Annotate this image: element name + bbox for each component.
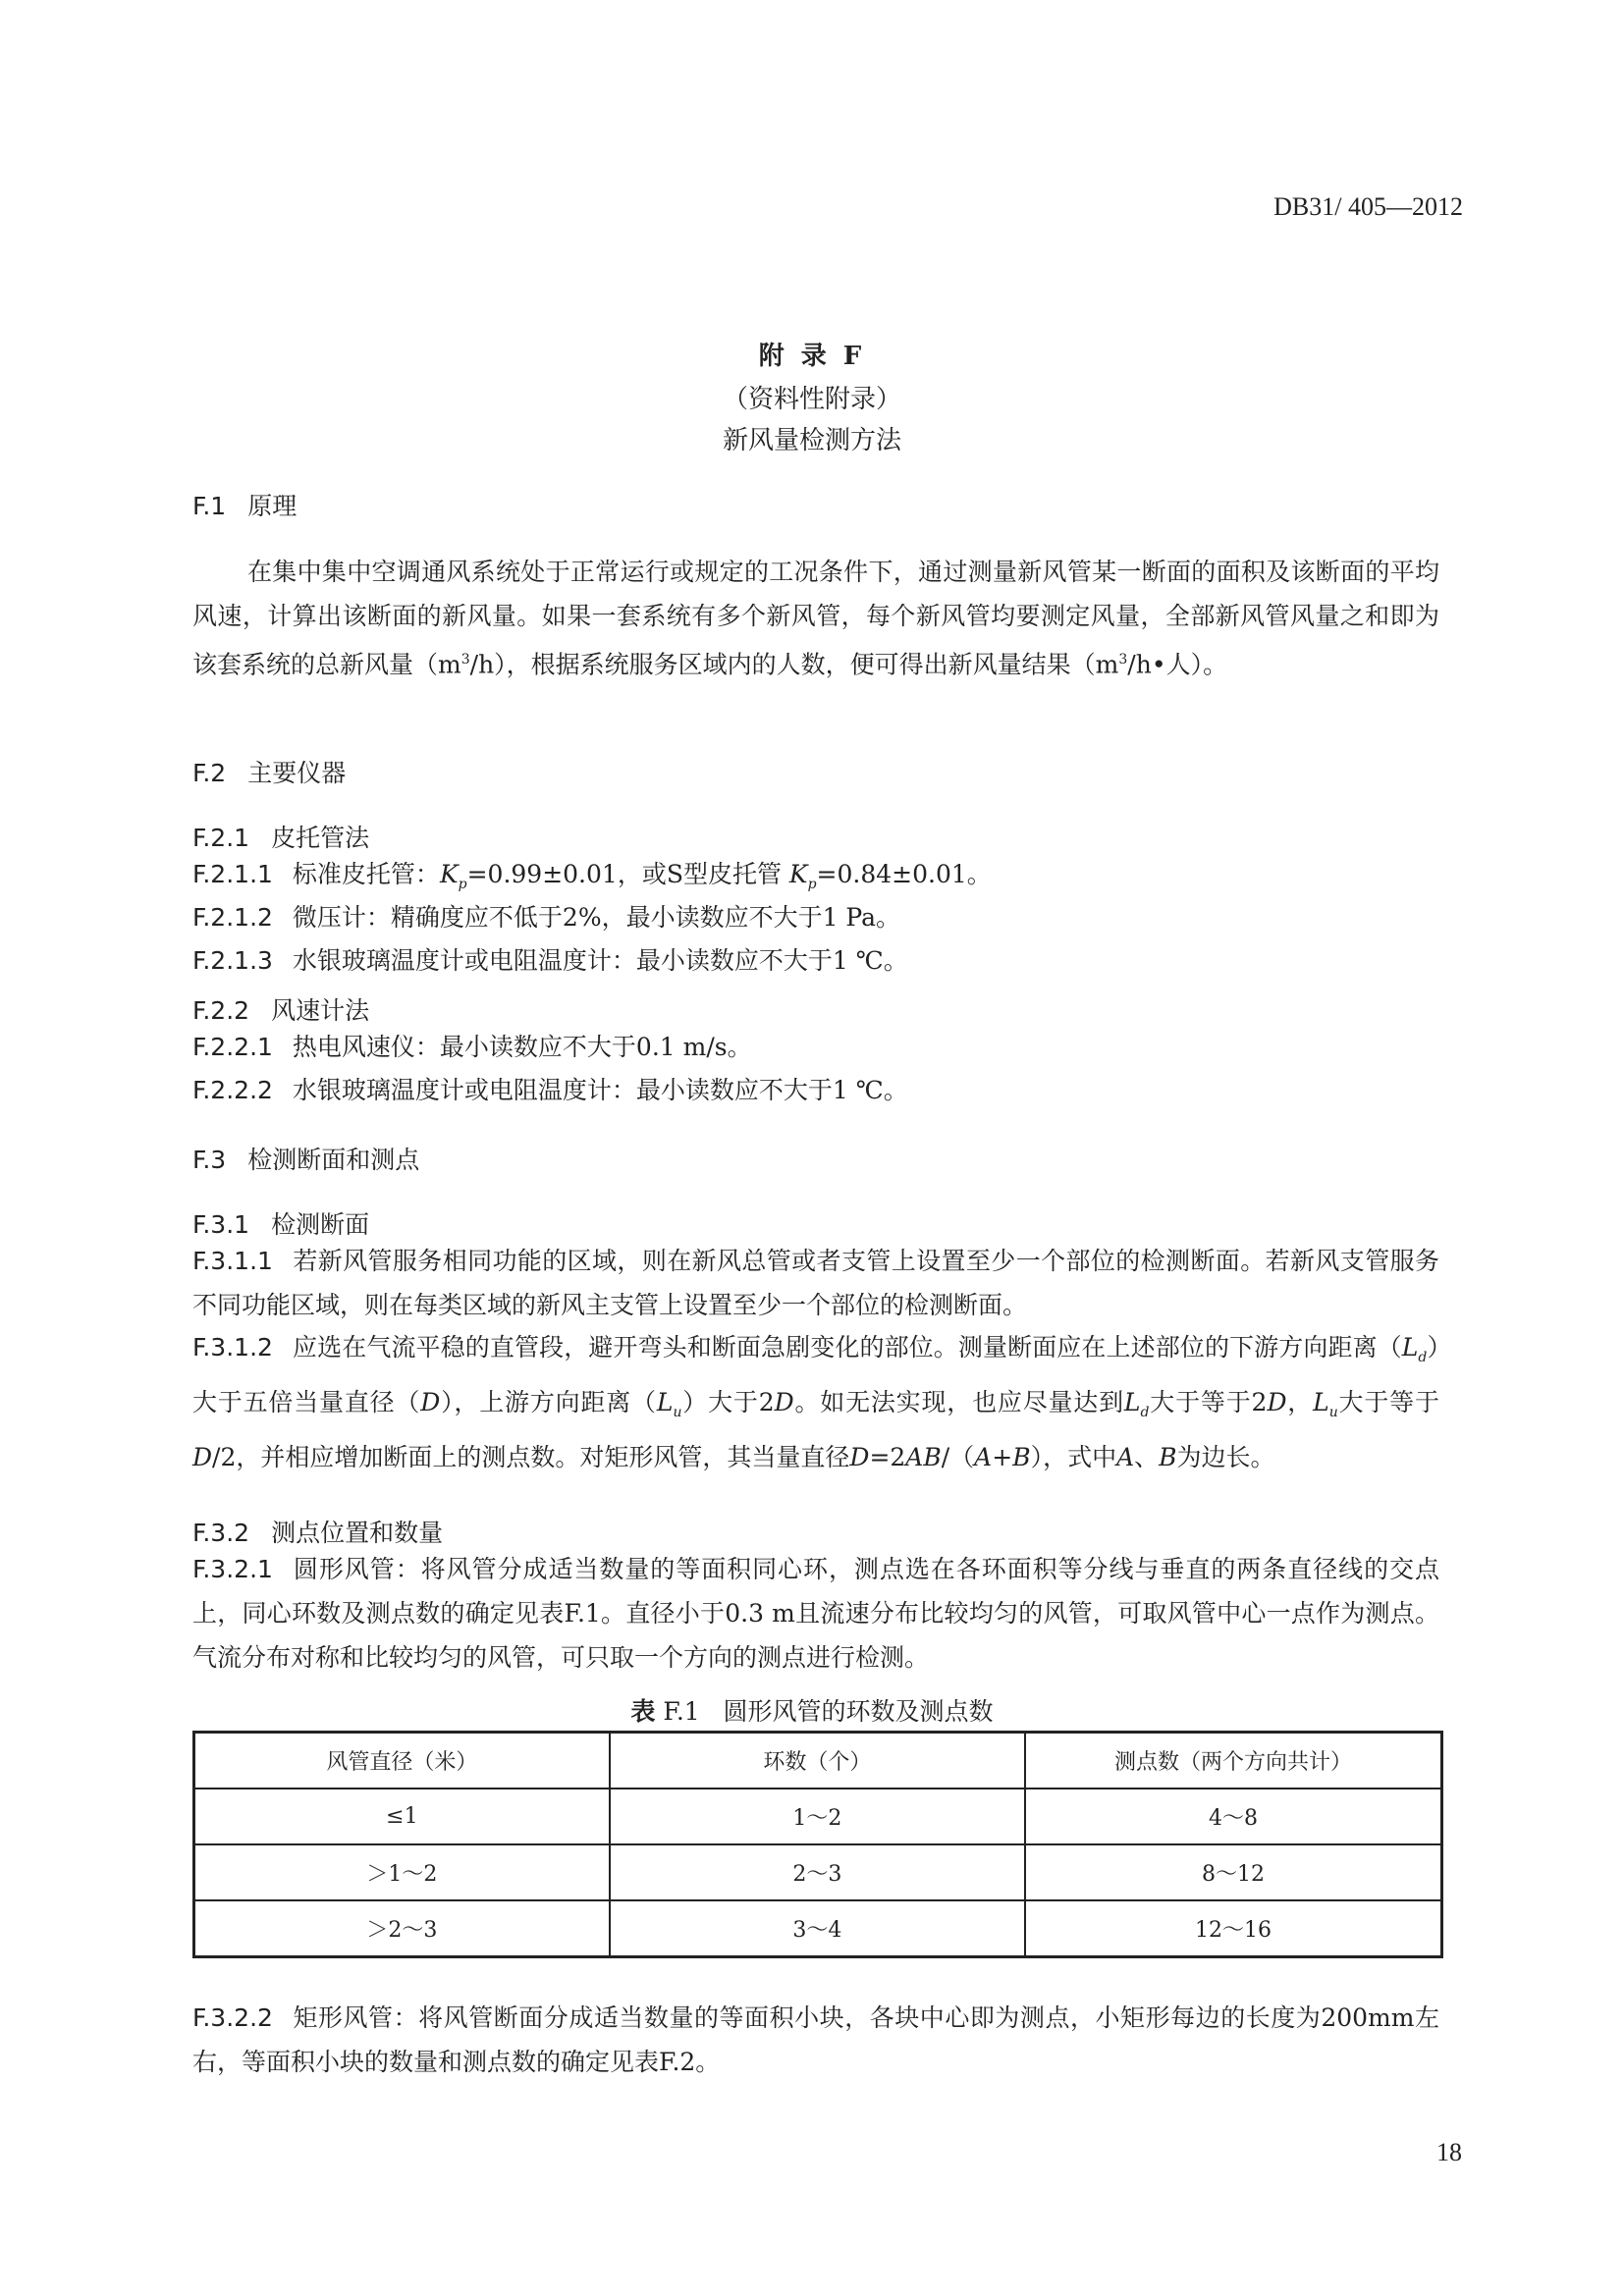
table-caption [0, 1692, 1624, 1728]
clause-number: F.3.1.2 [192, 1333, 273, 1362]
table-row [194, 1900, 1442, 1957]
clause-f312 [192, 1325, 1439, 1479]
clause-f221 [192, 1025, 1439, 1069]
table-label: 表 [630, 1697, 656, 1726]
table-cell: ＞2～3 [194, 1900, 610, 1957]
clause-number: F.3.2.1 [192, 1555, 273, 1583]
clause-number: F.2.1.3 [192, 946, 273, 975]
clause-text: 微压计：精确度应不低于2%，最小读数应不大于1 Pa。 [292, 903, 901, 932]
appendix-title: 附 录 F [758, 342, 866, 371]
clause-number: F.2.2.1 [192, 1033, 273, 1061]
clause-number: F.2.1.1 [192, 860, 273, 888]
section-number: F.2 [192, 759, 227, 787]
page-number: 18 [1436, 2138, 1462, 2166]
section-title: 主要仪器 [247, 759, 347, 787]
table-row [194, 1844, 1442, 1900]
section-number: F.2.2 [192, 996, 250, 1025]
clause-number: F.3.2.2 [192, 2003, 273, 2032]
table-number: F.1 [663, 1697, 700, 1726]
section-number: F.1 [192, 492, 227, 520]
section-title: 检测断面和测点 [247, 1146, 420, 1174]
section-number: F.2.1 [192, 824, 250, 852]
section-f1-paragraph: 在集中集中空调通风系统处于正常运行或规定的工况条件下，通过测量新风管某一断面的面积及该断面的平均风速，计算出该断面的新风量。如果一套系统有多个新风管，每个新风管均要测定风量，全部新风管风量之和即为该套系统的总新风量$(m^3/h)$，根据系统服务区域内的人数，便可得出新风量结果（$m^3/h•$人）。 [192, 558, 1439, 679]
table-row [194, 1789, 1442, 1844]
clause-f212 [192, 895, 1439, 939]
clause-text: 若新风管服务相同功能的区域，则在新风总管或者支管上设置至少一个部位的检测断面。若新风支管服务不同功能区域，则在每类区域的新风主支管上设置至少一个部位的检测断面。 [192, 1247, 1439, 1319]
clause-text: 水银玻璃温度计或电阻温度计：最小读数应不大于1 ℃。 [292, 1076, 908, 1104]
clause-text: 热电风速仪：最小读数应不大于0.1 m/s。 [292, 1033, 752, 1061]
table-header-row [194, 1733, 1442, 1789]
duct-rings-table [192, 1731, 1443, 1958]
section-heading-f31 [192, 1205, 369, 1241]
clause-text: 标准皮托管：$K_p=0.99\pm 0.01$，或S型皮托管 $K_p=0.84\pm 0.01$。 [292, 860, 992, 892]
section-heading-f22 [192, 991, 369, 1027]
section-number: F.3.1 [192, 1210, 250, 1239]
section-heading-f2 [192, 754, 346, 789]
table-header-cell: 环数（个） [610, 1733, 1025, 1789]
section-title: 皮托管法 [271, 824, 370, 852]
clause-text: 矩形风管：将风管断面分成适当数量的等面积小块，各块中心即为测点，小矩形每边的长度为200mm左右，等面积小块的数量和测点数的确定见表F.2。 [192, 2003, 1439, 2076]
table-title: 圆形风管的环数及测点数 [723, 1697, 994, 1726]
standard-code: DB31/ 405—2012 [1273, 192, 1463, 221]
table-header-cell: 测点数（两个方向共计） [1025, 1733, 1442, 1789]
table-header-cell: 风管直径（米） [194, 1733, 610, 1789]
section-title: 测点位置和数量 [271, 1519, 444, 1547]
section-heading-f3 [192, 1141, 419, 1176]
clause-number: F.2.1.2 [192, 903, 273, 932]
section-title: 检测断面 [271, 1210, 370, 1239]
table-cell: 8～12 [1025, 1844, 1442, 1900]
clause-f321 [192, 1547, 1439, 1680]
appendix-name: 新风量检测方法 [722, 426, 901, 455]
section-title: 原理 [247, 492, 298, 520]
clause-text: 应选在气流平稳的直管段，避开弯头和断面急剧变化的部位。测量断面应在上述部位的下游方向距离$(L_d)$大于五倍当量直径（D），上游方向距离$(L_u)$大于2D。如无法实现，也应尽量达到$L_d$大于等于2D，$L_u$大于等于D/2，并相应增加断面上的测点数。对矩形风管，其当量直径D=2AB/（A+B），式中A、B为边长。 [192, 1333, 1439, 1471]
clause-f311 [192, 1239, 1439, 1327]
table-cell: 12～16 [1025, 1900, 1442, 1957]
table-cell: 3～4 [610, 1900, 1025, 1957]
section-heading-f32 [192, 1514, 443, 1549]
clause-number: F.3.1.1 [192, 1247, 273, 1275]
appendix-type: （资料性附录） [722, 385, 901, 414]
table-cell: 2～3 [610, 1844, 1025, 1900]
section-title: 风速计法 [271, 996, 370, 1025]
section-number: F.3 [192, 1146, 227, 1174]
section-heading-f1 [192, 487, 297, 522]
table-cell: 1～2 [610, 1789, 1025, 1844]
table-cell: ≤1 [194, 1789, 610, 1844]
clause-text: 圆形风管：将风管分成适当数量的等面积同心环，测点选在各环面积等分线与垂直的两条直径线的交点上，同心环数及测点数的确定见表F.1。直径小于0.3 m且流速分布比较均匀的风管，可取风管中心一点作为测点。气流分布对称和比较均匀的风管，可只取一个方向的测点进行检测。 [192, 1555, 1439, 1672]
section-heading-f21 [192, 819, 369, 854]
table-cell: ＞1～2 [194, 1844, 610, 1900]
clause-number: F.2.2.2 [192, 1076, 273, 1104]
clause-f322 [192, 1996, 1439, 2084]
clause-text: 水银玻璃温度计或电阻温度计：最小读数应不大于1 ℃。 [292, 946, 908, 975]
clause-f222 [192, 1068, 1439, 1112]
table-cell: 4～8 [1025, 1789, 1442, 1844]
clause-f213 [192, 938, 1439, 983]
section-number: F.3.2 [192, 1519, 250, 1547]
